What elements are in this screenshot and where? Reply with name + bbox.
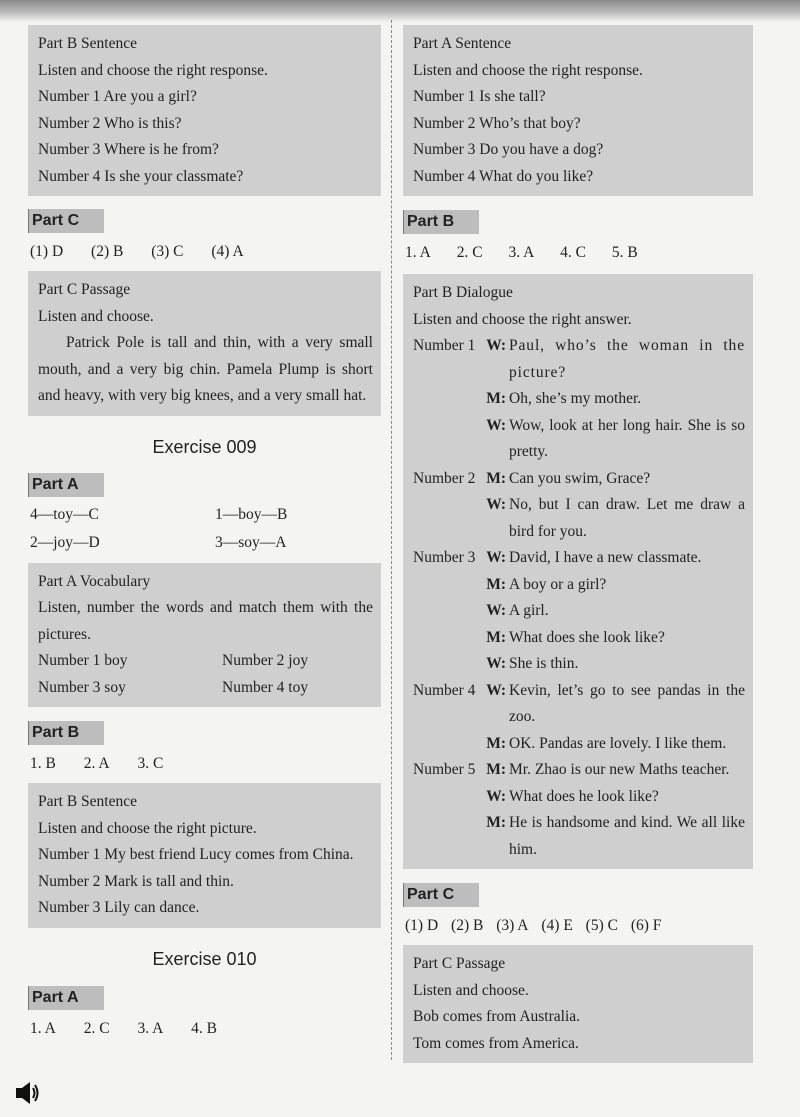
box-line: Number 1 Are you a girl? xyxy=(38,88,197,105)
passage-box-part-c xyxy=(28,271,381,416)
box-header: Part B Sentence xyxy=(38,793,138,810)
answer-item: (2) B xyxy=(91,243,124,260)
box-line: Number 4 Is she your classmate? xyxy=(38,167,244,185)
dialogue-line: Kevin, let’s go to see pandas in the zoo. xyxy=(509,681,745,725)
speaker-label: M: xyxy=(486,469,506,487)
answer-item: 1. B xyxy=(30,755,56,772)
answer-item: 3. A xyxy=(137,1019,164,1037)
speaker-label: M: xyxy=(486,628,506,646)
answer-item: 3. A xyxy=(508,244,535,261)
box-line: Number 3 Where is he from? xyxy=(38,141,219,158)
part-a-tag: Part A xyxy=(28,986,104,1010)
answer-item: (4) E xyxy=(541,917,573,934)
speaker-label: W: xyxy=(486,681,506,699)
box-line: Number 1 My best friend Lucy comes from China. xyxy=(38,846,354,863)
box-line: Listen and choose the right response. xyxy=(413,61,643,79)
speaker-label: M: xyxy=(486,734,506,752)
box-line: Tom comes from America. xyxy=(413,1034,579,1052)
box-line: Listen and choose. xyxy=(413,981,529,999)
answer-item: 2. C xyxy=(456,244,483,261)
part-c-tag: Part C xyxy=(28,209,104,233)
sentence-box-part-b xyxy=(28,25,381,196)
answer-item: (3) C xyxy=(151,243,184,260)
speaker-label: W: xyxy=(486,416,506,434)
dialogue-number-4 xyxy=(413,678,745,758)
dialogue-line: He is handsome and kind. We all like him. xyxy=(509,814,745,858)
box-line: Number 3 Lily can dance. xyxy=(38,899,200,916)
dialogue-number-3 xyxy=(413,545,745,678)
dialogue-line: She is thin. xyxy=(509,655,579,672)
left-column xyxy=(28,25,381,1042)
answer-item: 4—toy—C xyxy=(30,505,99,523)
box-header: Part A Sentence xyxy=(413,35,512,52)
box-header: Part C Passage xyxy=(38,281,131,298)
dialogue-box-part-b xyxy=(403,274,753,869)
sentence-box-part-a xyxy=(403,25,753,196)
dialogue-number: Number 4 xyxy=(413,681,476,699)
answer-item: (1) D xyxy=(30,243,64,260)
answer-item: (6) F xyxy=(630,917,662,934)
answer-item: (4) A xyxy=(211,243,244,260)
answer-item: (2) B xyxy=(451,917,484,934)
page-top-edge xyxy=(0,0,800,22)
box-header: Part A Vocabulary xyxy=(38,572,151,590)
vocab-item: Number 3 soy xyxy=(38,678,126,696)
dialogue-number: Number 1 xyxy=(413,337,476,354)
passage-paragraph: Patrick Pole is tall and thin, with a very small mouth, and a very big chin. Pamela Plump is short and heavy, with very big knees, and a very small hat. xyxy=(38,334,373,404)
exercise-title: Exercise 009 xyxy=(152,436,257,457)
box-line: Number 3 Do you have a dog? xyxy=(413,141,604,158)
answer-item: 1. A xyxy=(405,244,431,261)
dialogue-line: Mr. Zhao is our new Maths teacher. xyxy=(509,761,730,778)
dialogue-number-5 xyxy=(413,757,745,863)
dialogue-number-1 xyxy=(413,333,745,466)
dialogue-line: David, I have a new classmate. xyxy=(509,549,702,566)
vocabulary-box-part-a xyxy=(28,563,381,708)
speaker-label: W: xyxy=(486,496,506,513)
speaker-label: W: xyxy=(486,602,506,619)
box-line: Bob comes from Australia. xyxy=(413,1008,581,1025)
answer-item: (3) A xyxy=(496,917,529,934)
exercise-title: Exercise 010 xyxy=(152,948,257,969)
part-a-answers-2 xyxy=(28,1016,381,1042)
part-b-answers xyxy=(28,751,381,777)
speaker-label: M: xyxy=(486,814,506,831)
answer-item: 5. B xyxy=(611,244,638,261)
part-a-answers xyxy=(28,501,381,557)
dialogue-number: Number 3 xyxy=(413,549,476,566)
part-c-tag: Part C xyxy=(403,883,479,907)
box-line: Listen and choose the right answer. xyxy=(413,310,632,328)
box-line: Number 4 What do you like? xyxy=(413,167,594,185)
part-c-answers xyxy=(28,239,381,265)
box-header: Part C Passage xyxy=(413,955,506,972)
answer-item: 2—joy—D xyxy=(30,533,100,551)
right-column xyxy=(403,25,753,1063)
speaker-label: M: xyxy=(486,390,506,407)
vocab-item: Number 1 boy xyxy=(38,652,128,669)
answer-item: (5) C xyxy=(585,917,618,934)
answer-item: 1. A xyxy=(30,1019,56,1037)
box-line: Number 2 Who is this? xyxy=(38,114,182,132)
box-line: Listen and choose the right response. xyxy=(38,61,268,79)
answer-item: 2. A xyxy=(83,755,110,772)
passage-box-part-c xyxy=(403,945,753,1063)
dialogue-line: OK. Pandas are lovely. I like them. xyxy=(509,734,727,752)
box-instruction: Listen, number the words and match them with the pictures. xyxy=(38,599,373,643)
speaker-label: M: xyxy=(486,575,506,593)
speaker-label: W: xyxy=(486,787,506,805)
dialogue-line: What does she look like? xyxy=(509,628,665,646)
vocab-item: Number 4 toy xyxy=(222,678,309,696)
answer-item: 3—soy—A xyxy=(215,533,287,551)
answer-item: 3. C xyxy=(137,755,164,772)
speaker-label: W: xyxy=(486,549,506,566)
dialogue-line: Paul, who’s the woman in the picture? xyxy=(509,337,745,381)
box-header: Part B Dialogue xyxy=(413,284,513,301)
speaker-label: W: xyxy=(486,655,506,672)
answer-item: 1—boy—B xyxy=(215,505,288,523)
vocab-item: Number 2 joy xyxy=(222,652,309,669)
dialogue-line: Can you swim, Grace? xyxy=(509,469,651,487)
box-line: Listen and choose the right picture. xyxy=(38,819,257,837)
answer-item: 2. C xyxy=(83,1019,110,1037)
part-c-answers xyxy=(403,913,753,939)
part-b-answers xyxy=(403,240,753,266)
box-line: Number 1 Is she tall? xyxy=(413,88,546,105)
speaker-icon-graphic xyxy=(14,1080,40,1106)
speaker-label: W: xyxy=(486,337,506,354)
dialogue-line: Wow, look at her long hair. She is so pretty. xyxy=(509,416,745,460)
box-line: Number 2 Mark is tall and thin. xyxy=(38,872,234,890)
dialogue-number-2 xyxy=(413,466,745,546)
answer-item: 4. B xyxy=(191,1019,217,1037)
dialogue-line: What does he look like? xyxy=(509,787,659,805)
answer-item: 4. C xyxy=(560,244,586,261)
column-divider xyxy=(391,20,392,1060)
box-line: Number 2 Who’s that boy? xyxy=(413,114,581,132)
speaker-icon xyxy=(14,1080,40,1106)
part-a-tag: Part A xyxy=(28,473,104,497)
dialogue-line: A girl. xyxy=(509,602,549,619)
sentence-box-part-b-2 xyxy=(28,783,381,928)
dialogue-line: A boy or a girl? xyxy=(509,575,607,593)
part-b-tag: Part B xyxy=(403,210,479,234)
speaker-label: M: xyxy=(486,761,506,778)
dialogue-number: Number 5 xyxy=(413,761,476,778)
dialogue-line: Oh, she’s my mother. xyxy=(509,390,642,407)
box-line: Listen and choose. xyxy=(38,307,154,325)
box-header: Part B Sentence xyxy=(38,35,138,52)
answer-item: (1) D xyxy=(405,917,439,934)
part-b-tag: Part B xyxy=(28,721,104,745)
dialogue-line: No, but I can draw. Let me draw a bird for you. xyxy=(509,496,745,540)
dialogue-number: Number 2 xyxy=(413,469,476,487)
